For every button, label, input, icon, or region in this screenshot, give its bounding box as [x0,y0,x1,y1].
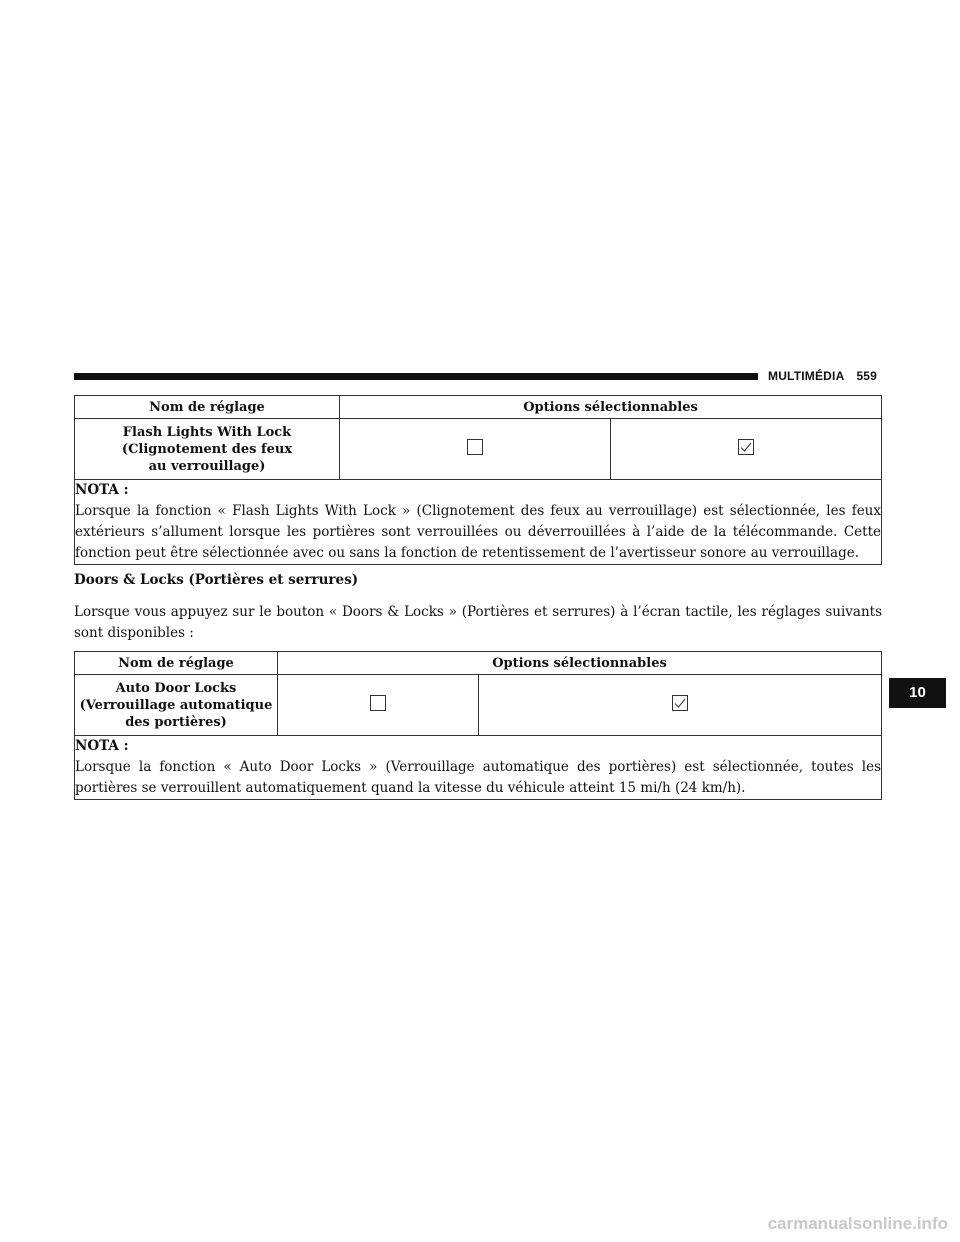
note-title: NOTA : [75,738,129,754]
note-text: Lorsque la fonction « Flash Lights With Lock » (Clignotement des feux au verrouillage) est sélectionnée, les feux extérieurs s’allument lorsque les portières sont verrouillées ou déverrouillées à l’aide de la télécommande. Cette fonction peut être sélectionnée avec ou sans la fonction de retentissement de l’avertisseur sonore au verrouillage. [75,503,881,561]
checkbox-checked-icon[interactable] [738,439,754,455]
setting-name-line: au verrouillage) [148,458,266,474]
option-checked-cell[interactable] [611,419,882,480]
section-title: Doors & Locks (Portières et serrures) [74,572,359,588]
option-unchecked-cell[interactable] [340,419,611,480]
column-header-options: Options sélectionnables [278,652,882,675]
setting-name [75,675,278,736]
setting-name-line: Auto Door Locks [115,680,237,696]
header-rule [74,373,758,380]
note-text: Lorsque la fonction « Auto Door Locks » (Verrouillage automatique des portières) est sélectionnée, toutes les portières se verrouillent automatiquement quand la vitesse du véhicule atteint 15 mi/h (24 km/h). [75,759,881,796]
column-header-name: Nom de réglage [75,652,278,675]
chapter-tab: 10 [889,678,946,708]
watermark: carmanualsonline.info [767,1214,948,1233]
column-header-options: Options sélectionnables [340,396,882,419]
note-title: NOTA : [75,482,129,498]
section-name: MULTIMÉDIA [768,369,845,383]
option-checked-cell[interactable] [479,675,882,736]
column-header-name: Nom de réglage [75,396,340,419]
setting-name-line: (Clignotement des feux [121,441,293,457]
note-cell [75,736,882,800]
settings-table-auto-door-locks [74,651,882,800]
checkbox-checked-icon[interactable] [672,695,688,711]
note-cell [75,480,882,565]
setting-name-line: des portières) [125,714,227,730]
setting-name-line: Flash Lights With Lock [122,424,292,440]
checkbox-empty-icon[interactable] [370,695,386,711]
settings-table-flash-lights [74,395,882,565]
section-intro: Lorsque vous appuyez sur le bouton « Doors & Locks » (Portières et serrures) à l’écran tactile, les réglages suivants sont disponibles : [74,604,882,641]
checkbox-empty-icon[interactable] [467,439,483,455]
setting-name [75,419,340,480]
running-header [768,369,877,383]
option-unchecked-cell[interactable] [278,675,479,736]
setting-name-line: (Verrouillage automatique [79,697,273,713]
page-number: 559 [856,369,878,383]
